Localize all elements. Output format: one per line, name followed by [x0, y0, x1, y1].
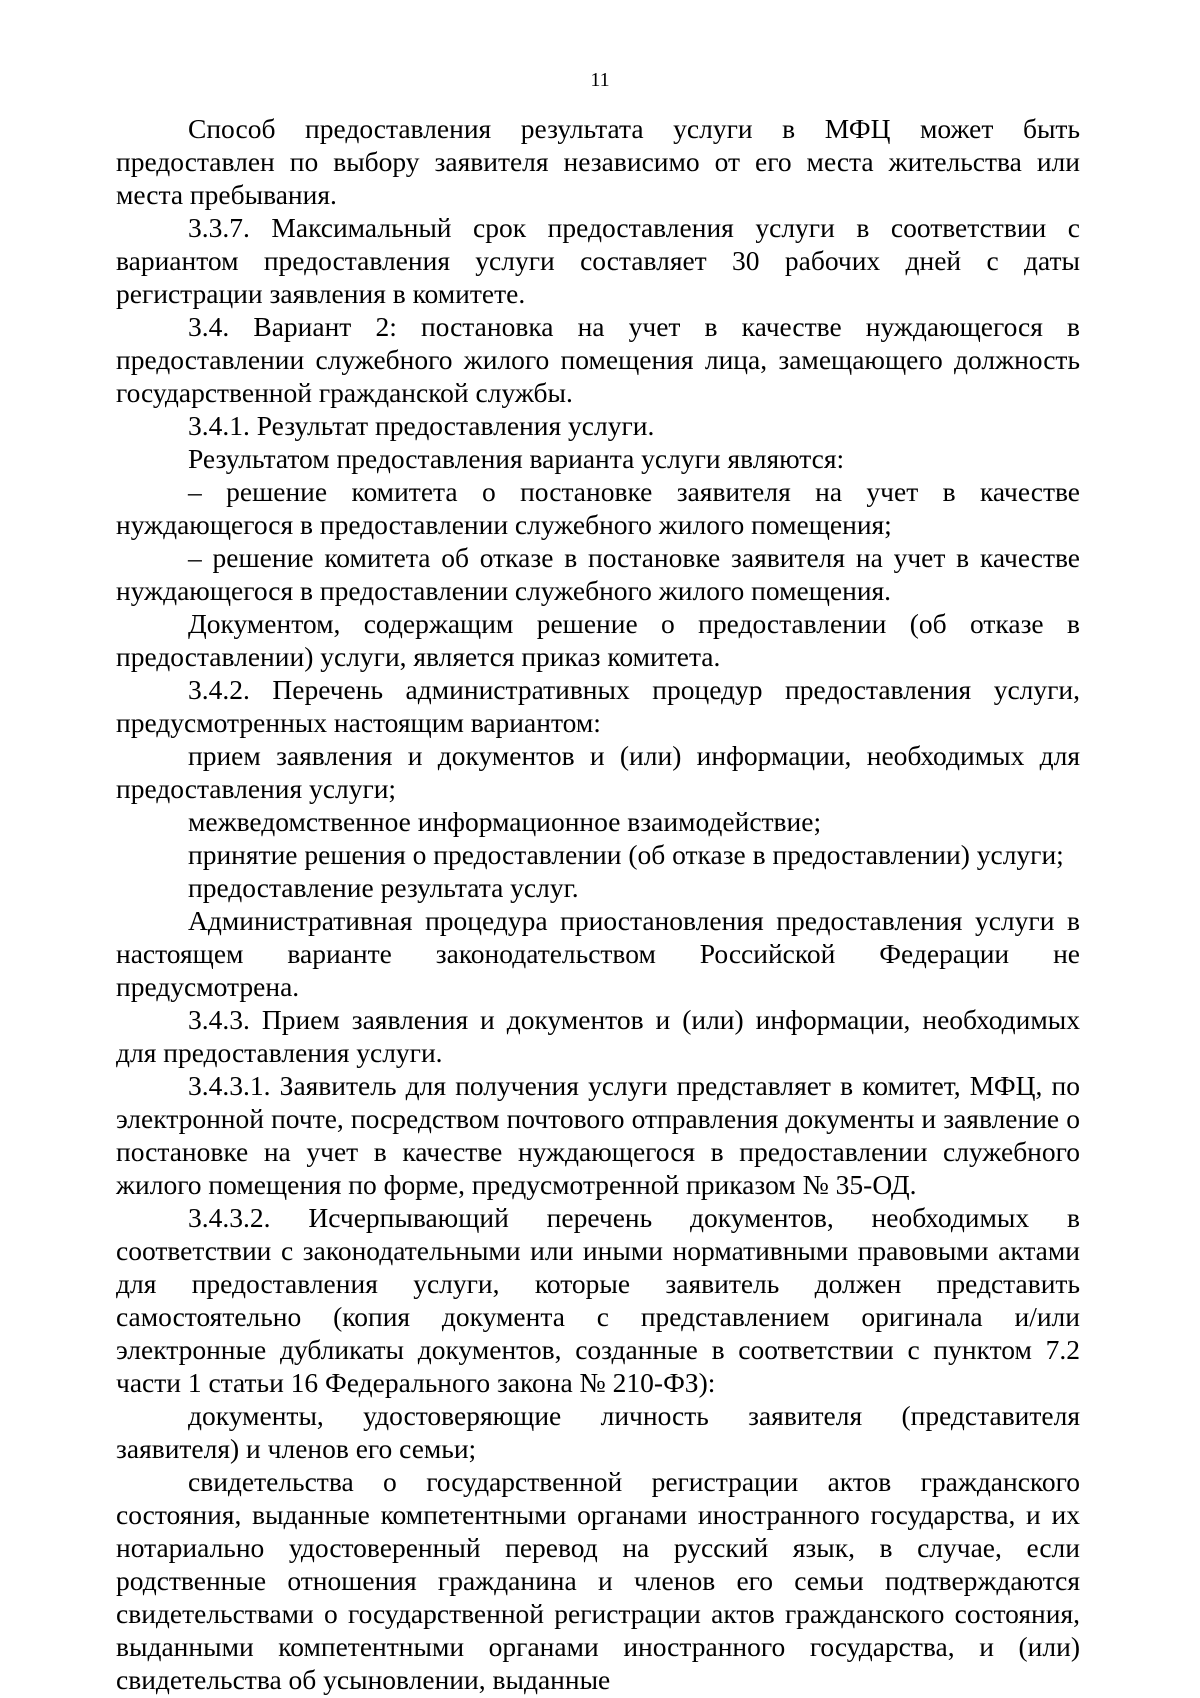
paragraph: 3.4.3. Прием заявления и документов и (или) информации, необходимых для предоставления услуги. [116, 1004, 1080, 1068]
paragraph: – решение комитета о постановке заявителя на учет в качестве нуждающегося в предоставлении служебного жилого помещения; [116, 476, 1080, 540]
paragraph: 3.4.2. Перечень административных процедур предоставления услуги, предусмотренных настоящим вариантом: [116, 674, 1080, 738]
paragraph: 3.4.3.1. Заявитель для получения услуги представляет в комитет, МФЦ, по электронной почте, посредством почтового отправления документы и заявление о постановке на учет в качестве нуждающегося в предоставлении служебного жилого помещения по форме, предусмотренной приказом № 35-ОД. [116, 1070, 1080, 1200]
paragraph: предоставление результата услуг. [188, 872, 579, 903]
page-number: 11 [590, 69, 610, 91]
paragraph: 3.3.7. Максимальный срок предоставления услуги в соответствии с вариантом предоставления услуги составляет 30 рабочих дней с даты регистрации заявления в комитете. [116, 212, 1080, 309]
paragraph: 3.4.1. Результат предоставления услуги. [188, 410, 655, 441]
paragraph: принятие решения о предоставлении (об отказе в предоставлении) услуги; [188, 839, 1064, 870]
paragraph: Способ предоставления результата услуги в МФЦ может быть предоставлен по выбору заявителя независимо от его места жительства или места пребывания. [116, 113, 1080, 210]
paragraph: Результатом предоставления варианта услуги являются: [188, 443, 845, 474]
paragraph: межведомственное информационное взаимодействие; [188, 806, 822, 837]
paragraph: прием заявления и документов и (или) информации, необходимых для предоставления услуги; [116, 740, 1080, 804]
paragraph: Административная процедура приостановления предоставления услуги в настоящем варианте законодательством Российской Федерации не предусмотрена. [116, 905, 1080, 1002]
document-body [116, 112, 1080, 1696]
paragraph: документы, удостоверяющие личность заявителя (представителя заявителя) и членов его семьи; [116, 1400, 1080, 1464]
paragraph: 3.4. Вариант 2: постановка на учет в качестве нуждающегося в предоставлении служебного жилого помещения лица, замещающего должность государственной гражданской службы. [116, 311, 1080, 408]
paragraph: – решение комитета об отказе в постановке заявителя на учет в качестве нуждающегося в предоставлении служебного жилого помещения. [116, 542, 1080, 606]
paragraph: Документом, содержащим решение о предоставлении (об отказе в предоставлении) услуги, является приказ комитета. [116, 608, 1080, 672]
paragraph: свидетельства о государственной регистрации актов гражданского состояния, выданные компетентными органами иностранного государства, и их нотариально удостоверенный перевод на русский язык, в случае, если родственные отношения гражданина и членов его семьи подтверждаются свидетельствами о государственной регистрации актов гражданского состояния, выданными компетентными органами иностранного государства, и (или) свидетельства об усыновлении, выданные [116, 1466, 1080, 1695]
paragraph: 3.4.3.2. Исчерпывающий перечень документов, необходимых в соответствии с законодательными или иными нормативными правовыми актами для предоставления услуги, которые заявитель должен представить самостоятельно (копия документа с представлением оригинала и/или электронные дубликаты документов, созданные в соответствии с пунктом 7.2 части 1 статьи 16 Федерального закона № 210-ФЗ): [116, 1202, 1080, 1398]
